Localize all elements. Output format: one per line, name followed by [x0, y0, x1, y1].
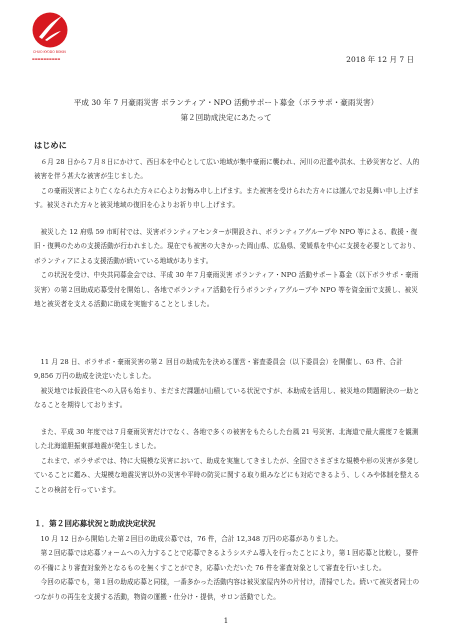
intro-heading: はじめに [34, 140, 67, 150]
svg-text:CHUO KYODO BOKIN: CHUO KYODO BOKIN [33, 50, 66, 54]
document-subtitle: 第２回助成決定にあたって [180, 113, 272, 122]
section-1-heading: １．第２回応募状況と助成決定状況 [34, 519, 156, 528]
paragraph-situation: 被災した 12 府県 59 市町村では、災害ボランティアセンターが開設され、ボランティアグループや NPO 等による、救援・復旧・復興のための支援活動が行われました。現在でも被害の大きかった岡山県、広島県、愛媛県を中心に支援を必要としており、ボランティアによる支援活動が続いている地域があります。 この状況を受け、中央共同募金会では、平成 30 年７月豪雨災害 ボランティア・NPO 活動サポート募金（以下ボラサポ・豪雨災害）の第２回助成応募受付を開始し、各地でボランティア活動を行うボランティアグループや NPO 等を資金面で支援し、被災地と被災者を支える活動に助成を実施することとしました。 [34, 228, 420, 309]
document-title: 平成 30 年 7 月豪雨災害 ボランティア・NPO 活動サポート募金（ボラサポ・豪雨災害） [73, 98, 379, 107]
paragraph-intro: ６月 28 日から７月８日にかけて、西日本を中心として広い地域が集中豪雨に襲われ、河川の氾濫や洪水、土砂災害など、人的被害を伴う甚大な被害が生じました。 この豪雨災害により亡くなられた方々に心よりお悔み申し上げます。また被害を受けられた方々には謹んでお見舞い申し上げます。被災された方々と被災地域の復旧を心よりお祈り申し上げます。 [34, 158, 420, 210]
document-date: 2018 年 12 月 7 日 [346, 55, 414, 64]
svg-text:▬▬▬▬▬▬▬▬▬▬: ▬▬▬▬▬▬▬▬▬▬ [32, 57, 61, 61]
organization-logo [30, 10, 74, 68]
paragraph-section-1: 10 月 12 日から開始した第２回目の助成公募では，76 件，合計 12,348 万円の応募がありました。 第２回応募では応募フォームへの入力することで応募できるようシステム導入を行ったことにより，第１回応募と比較し，要件の不備により審査対象外となるものを無くすことができ，応募いただいた 76 件を審査対象として審査を行いました。 今回の応募でも，第１回の助成応募と同様，一番多かった活動内容は被災家屋内外の片付け，清掃でした。続いて被災者同士のつながりの再生を支援する活動，物資の運搬・仕分け・提供，サロン活動でした。 [34, 535, 420, 601]
paragraph-other-disasters: また、平成 30 年度では７月豪雨災害だけでなく、各地で多くの被害をもたらした台風 21 号災害、北海道で最大震度７を観測した北海道胆振東部地震が発生しました。 これまで、ボラサポでは、特に大規模な災害において、助成を実施してきましたが、全国でさまざまな規模や形の災害が多発していることに鑑み、大規模な地震災害以外の災害や平時の防災に関する取り組みなどにも対応できるよう、しくみや体制を整えることの検討を行っています。 [34, 428, 420, 494]
page-number: 1 [223, 617, 229, 625]
paragraph-decision: 11 月 28 日、ボラサポ・豪雨災害の第２ 回目の助成先を決める運営・審査委員会（以下委員会）を開催し、63 件、合計 9,856 万円の助成を決定いたしました。 被災地では仮設住宅への入居も始まり、まだまだ課題が山積している状況ですが、本助成を活用し、被災地の問題解決の一助となることを期待しております。 [34, 358, 420, 410]
